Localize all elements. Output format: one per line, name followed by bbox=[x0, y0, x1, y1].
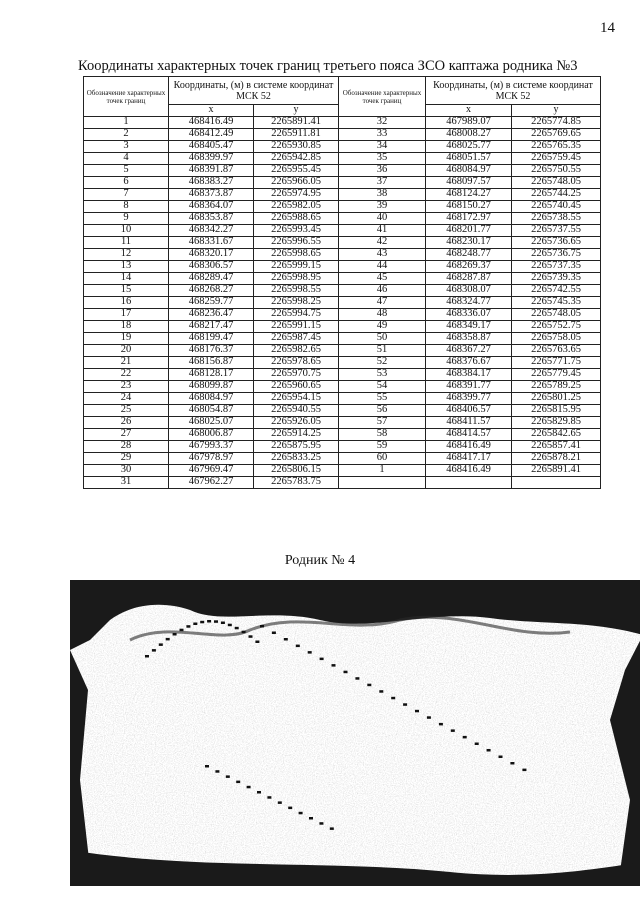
table-row bbox=[84, 465, 601, 477]
boundary-dot bbox=[309, 817, 313, 820]
boundary-dot bbox=[159, 643, 163, 646]
boundary-dot bbox=[288, 807, 292, 810]
cell-y2: 2265779.45 bbox=[512, 369, 601, 381]
cell-x1: 467962.27 bbox=[169, 477, 254, 489]
cell-n1: 13 bbox=[84, 261, 169, 273]
cell-n2: 50 bbox=[339, 333, 426, 345]
cell-x1: 467969.47 bbox=[169, 465, 254, 477]
cell-x2: 468150.27 bbox=[426, 201, 512, 213]
table-row bbox=[84, 249, 601, 261]
cell-x1: 468306.57 bbox=[169, 261, 254, 273]
boundary-dot bbox=[463, 736, 467, 739]
boundary-dot bbox=[200, 621, 204, 624]
boundary-dot bbox=[166, 638, 170, 641]
cell-y2: 2265801.25 bbox=[512, 393, 601, 405]
cell-y1: 2265955.45 bbox=[254, 165, 339, 177]
cell-y2: 2265736.65 bbox=[512, 237, 601, 249]
cell-x2: 467989.07 bbox=[426, 117, 512, 129]
cell-x2 bbox=[426, 477, 512, 489]
subtitle: Родник № 4 bbox=[284, 553, 356, 568]
cell-x1: 468405.47 bbox=[169, 141, 254, 153]
cell-y2: 2265891.41 bbox=[512, 465, 601, 477]
cell-n2: 57 bbox=[339, 417, 426, 429]
cell-x1: 468289.47 bbox=[169, 273, 254, 285]
cell-y1: 2265994.75 bbox=[254, 309, 339, 321]
cell-n1: 20 bbox=[84, 345, 169, 357]
cell-x1: 468025.07 bbox=[169, 417, 254, 429]
cell-y2: 2265815.95 bbox=[512, 405, 601, 417]
table-row bbox=[84, 213, 601, 225]
boundary-dot bbox=[439, 723, 443, 726]
cell-y2 bbox=[512, 477, 601, 489]
cell-n1: 19 bbox=[84, 333, 169, 345]
cell-y2: 2265748.05 bbox=[512, 177, 601, 189]
boundary-dot bbox=[235, 627, 239, 630]
cell-y1: 2265998.25 bbox=[254, 297, 339, 309]
cell-x1: 467993.37 bbox=[169, 441, 254, 453]
table-row bbox=[84, 381, 601, 393]
cell-x1: 468259.77 bbox=[169, 297, 254, 309]
boundary-dot bbox=[278, 801, 282, 804]
table-row bbox=[84, 357, 601, 369]
cell-n1: 18 bbox=[84, 321, 169, 333]
cell-n2: 40 bbox=[339, 213, 426, 225]
cell-x2: 468124.27 bbox=[426, 189, 512, 201]
cell-y2: 2265857.41 bbox=[512, 441, 601, 453]
cell-x2: 468324.77 bbox=[426, 297, 512, 309]
cell-x2: 468391.77 bbox=[426, 381, 512, 393]
cell-y1: 2265783.75 bbox=[254, 477, 339, 489]
cell-x1: 468006.87 bbox=[169, 429, 254, 441]
cell-y1: 2265993.45 bbox=[254, 225, 339, 237]
table-row bbox=[84, 261, 601, 273]
boundary-dot bbox=[403, 703, 407, 706]
cell-n2: 55 bbox=[339, 393, 426, 405]
cell-x1: 468373.87 bbox=[169, 189, 254, 201]
header-x-left: x bbox=[169, 105, 254, 117]
boundary-dot bbox=[249, 635, 253, 638]
table-row bbox=[84, 297, 601, 309]
boundary-dot bbox=[296, 645, 300, 648]
boundary-dot bbox=[173, 633, 177, 636]
cell-x2: 468287.87 bbox=[426, 273, 512, 285]
table-row bbox=[84, 153, 601, 165]
page-title: Координаты характерных точек границ третьего пояса ЗСО каптажа родника №3 bbox=[78, 58, 578, 74]
boundary-dot bbox=[236, 781, 240, 784]
cell-n1: 23 bbox=[84, 381, 169, 393]
boundary-dot bbox=[451, 729, 455, 732]
cell-n1: 21 bbox=[84, 357, 169, 369]
cell-x1: 468416.49 bbox=[169, 117, 254, 129]
cell-n1: 15 bbox=[84, 285, 169, 297]
cell-y1: 2265930.85 bbox=[254, 141, 339, 153]
cell-y2: 2265774.85 bbox=[512, 117, 601, 129]
boundary-dot bbox=[180, 629, 184, 632]
cell-x2: 468269.37 bbox=[426, 261, 512, 273]
cell-n1: 12 bbox=[84, 249, 169, 261]
cell-y2: 2265737.35 bbox=[512, 261, 601, 273]
cell-y1: 2265996.55 bbox=[254, 237, 339, 249]
cell-n1: 10 bbox=[84, 225, 169, 237]
cell-y2: 2265763.65 bbox=[512, 345, 601, 357]
boundary-dot bbox=[344, 671, 348, 674]
cell-x1: 468054.87 bbox=[169, 405, 254, 417]
boundary-dot bbox=[152, 649, 156, 652]
boundary-dot bbox=[355, 677, 359, 680]
cell-x2: 468308.07 bbox=[426, 285, 512, 297]
boundary-dot bbox=[299, 812, 303, 815]
cell-x2: 468230.17 bbox=[426, 237, 512, 249]
cell-n2 bbox=[339, 477, 426, 489]
cell-n2: 37 bbox=[339, 177, 426, 189]
table-row bbox=[84, 453, 601, 465]
cell-y2: 2265736.75 bbox=[512, 249, 601, 261]
cell-y1: 2265966.05 bbox=[254, 177, 339, 189]
boundary-dot bbox=[215, 770, 219, 773]
cell-y1: 2265940.55 bbox=[254, 405, 339, 417]
cell-n1: 30 bbox=[84, 465, 169, 477]
cell-n1: 11 bbox=[84, 237, 169, 249]
boundary-dot bbox=[319, 822, 323, 825]
cell-y2: 2265752.75 bbox=[512, 321, 601, 333]
cell-y2: 2265842.65 bbox=[512, 429, 601, 441]
boundary-dot bbox=[257, 791, 261, 794]
cell-x2: 468376.67 bbox=[426, 357, 512, 369]
cell-y2: 2265739.35 bbox=[512, 273, 601, 285]
cell-y1: 2265999.15 bbox=[254, 261, 339, 273]
cell-x2: 468248.77 bbox=[426, 249, 512, 261]
cell-y2: 2265771.75 bbox=[512, 357, 601, 369]
cell-x1: 468156.87 bbox=[169, 357, 254, 369]
cell-y2: 2265742.55 bbox=[512, 285, 601, 297]
cell-x2: 468097.57 bbox=[426, 177, 512, 189]
boundary-dot bbox=[330, 827, 334, 830]
cell-y1: 2265954.15 bbox=[254, 393, 339, 405]
boundary-dot bbox=[332, 664, 336, 667]
boundary-dot bbox=[499, 756, 503, 759]
cell-x1: 468236.47 bbox=[169, 309, 254, 321]
cell-x2: 468201.77 bbox=[426, 225, 512, 237]
cell-n1: 4 bbox=[84, 153, 169, 165]
header-designation-left: Обозначение характерных точек границ bbox=[84, 77, 169, 117]
boundary-dot bbox=[260, 625, 264, 628]
header-y-right: y bbox=[512, 105, 601, 117]
cell-n1: 5 bbox=[84, 165, 169, 177]
cell-y2: 2265737.55 bbox=[512, 225, 601, 237]
cell-n2: 59 bbox=[339, 441, 426, 453]
header-designation-right: Обозначение характерных точек границ bbox=[339, 77, 426, 117]
table-row bbox=[84, 177, 601, 189]
boundary-dot bbox=[284, 638, 288, 641]
cell-x1: 468084.97 bbox=[169, 393, 254, 405]
cell-n2: 34 bbox=[339, 141, 426, 153]
table-row bbox=[84, 321, 601, 333]
table-row bbox=[84, 129, 601, 141]
cell-x1: 468331.67 bbox=[169, 237, 254, 249]
boundary-dot bbox=[205, 765, 209, 768]
cell-x1: 468268.27 bbox=[169, 285, 254, 297]
boundary-dot bbox=[228, 624, 232, 627]
cell-y1: 2265998.95 bbox=[254, 273, 339, 285]
cell-n2: 56 bbox=[339, 405, 426, 417]
cell-n1: 2 bbox=[84, 129, 169, 141]
boundary-dot bbox=[247, 786, 251, 789]
cell-n1: 27 bbox=[84, 429, 169, 441]
cell-n2: 42 bbox=[339, 237, 426, 249]
cell-x1: 468391.87 bbox=[169, 165, 254, 177]
table-row bbox=[84, 441, 601, 453]
cell-x2: 468025.77 bbox=[426, 141, 512, 153]
table-row bbox=[84, 285, 601, 297]
cell-x1: 468176.37 bbox=[169, 345, 254, 357]
cell-n2: 48 bbox=[339, 309, 426, 321]
cell-x1: 468342.27 bbox=[169, 225, 254, 237]
cell-n2: 39 bbox=[339, 201, 426, 213]
cell-n2: 44 bbox=[339, 261, 426, 273]
cell-n2: 38 bbox=[339, 189, 426, 201]
cell-n2: 49 bbox=[339, 321, 426, 333]
cell-y1: 2265833.25 bbox=[254, 453, 339, 465]
cell-y1: 2265891.41 bbox=[254, 117, 339, 129]
cell-y2: 2265829.85 bbox=[512, 417, 601, 429]
table-row bbox=[84, 345, 601, 357]
cell-x1: 468412.49 bbox=[169, 129, 254, 141]
cell-n2: 53 bbox=[339, 369, 426, 381]
cell-x2: 468051.57 bbox=[426, 153, 512, 165]
cell-y1: 2265998.55 bbox=[254, 285, 339, 297]
table-row bbox=[84, 309, 601, 321]
cell-n2: 52 bbox=[339, 357, 426, 369]
boundary-dot bbox=[391, 697, 395, 700]
cell-n1: 16 bbox=[84, 297, 169, 309]
table-row bbox=[84, 141, 601, 153]
aerial-photo-image bbox=[70, 580, 640, 886]
cell-x1: 468383.27 bbox=[169, 177, 254, 189]
cell-y1: 2265911.81 bbox=[254, 129, 339, 141]
cell-y1: 2265960.65 bbox=[254, 381, 339, 393]
cell-x2: 468416.49 bbox=[426, 465, 512, 477]
table-row bbox=[84, 117, 601, 129]
cell-x1: 468199.47 bbox=[169, 333, 254, 345]
cell-x2: 468084.97 bbox=[426, 165, 512, 177]
cell-x1: 468399.97 bbox=[169, 153, 254, 165]
table-row bbox=[84, 477, 601, 489]
cell-n2: 35 bbox=[339, 153, 426, 165]
table-row bbox=[84, 165, 601, 177]
cell-y1: 2265942.85 bbox=[254, 153, 339, 165]
cell-n2: 32 bbox=[339, 117, 426, 129]
cell-n1: 14 bbox=[84, 273, 169, 285]
cell-x2: 468349.17 bbox=[426, 321, 512, 333]
cell-x2: 468367.27 bbox=[426, 345, 512, 357]
cell-x2: 468414.57 bbox=[426, 429, 512, 441]
cell-n2: 58 bbox=[339, 429, 426, 441]
cell-n2: 43 bbox=[339, 249, 426, 261]
table-row bbox=[84, 201, 601, 213]
cell-n2: 51 bbox=[339, 345, 426, 357]
cell-x2: 468399.77 bbox=[426, 393, 512, 405]
cell-x1: 468320.17 bbox=[169, 249, 254, 261]
boundary-dot bbox=[427, 716, 431, 719]
cell-y1: 2265982.65 bbox=[254, 345, 339, 357]
cell-n1: 26 bbox=[84, 417, 169, 429]
cell-n1: 24 bbox=[84, 393, 169, 405]
cell-x1: 468353.87 bbox=[169, 213, 254, 225]
cell-n2: 1 bbox=[339, 465, 426, 477]
header-x-right: x bbox=[426, 105, 512, 117]
cell-n1: 8 bbox=[84, 201, 169, 213]
cell-y2: 2265748.05 bbox=[512, 309, 601, 321]
cell-y2: 2265765.35 bbox=[512, 141, 601, 153]
cell-x1: 468128.17 bbox=[169, 369, 254, 381]
cell-n1: 17 bbox=[84, 309, 169, 321]
table-row bbox=[84, 417, 601, 429]
cell-n1: 9 bbox=[84, 213, 169, 225]
cell-y1: 2265991.15 bbox=[254, 321, 339, 333]
aerial-photo bbox=[70, 580, 640, 886]
header-coords-right: Координаты, (м) в системе координат МСК 52 bbox=[426, 77, 601, 105]
boundary-dot bbox=[475, 743, 479, 746]
table-row bbox=[84, 369, 601, 381]
cell-y2: 2265758.05 bbox=[512, 333, 601, 345]
cell-x1: 467978.97 bbox=[169, 453, 254, 465]
boundary-dot bbox=[379, 690, 383, 693]
boundary-dot bbox=[255, 641, 259, 644]
cell-x2: 468358.87 bbox=[426, 333, 512, 345]
cell-y1: 2265970.75 bbox=[254, 369, 339, 381]
cell-n1: 7 bbox=[84, 189, 169, 201]
cell-y1: 2265978.65 bbox=[254, 357, 339, 369]
cell-x2: 468384.17 bbox=[426, 369, 512, 381]
cell-y2: 2265769.65 bbox=[512, 129, 601, 141]
table-row bbox=[84, 429, 601, 441]
cell-n1: 6 bbox=[84, 177, 169, 189]
cell-n1: 22 bbox=[84, 369, 169, 381]
cell-n2: 45 bbox=[339, 273, 426, 285]
cell-x2: 468416.49 bbox=[426, 441, 512, 453]
table-row bbox=[84, 189, 601, 201]
boundary-dot bbox=[145, 655, 149, 658]
cell-x1: 468099.87 bbox=[169, 381, 254, 393]
cell-y1: 2265987.45 bbox=[254, 333, 339, 345]
boundary-dot bbox=[272, 632, 276, 635]
boundary-dot bbox=[226, 775, 230, 778]
table-row bbox=[84, 405, 601, 417]
boundary-dot bbox=[510, 762, 514, 765]
cell-n1: 29 bbox=[84, 453, 169, 465]
cell-y2: 2265744.25 bbox=[512, 189, 601, 201]
cell-n1: 28 bbox=[84, 441, 169, 453]
cell-x2: 468172.97 bbox=[426, 213, 512, 225]
cell-y1: 2265998.65 bbox=[254, 249, 339, 261]
cell-n2: 41 bbox=[339, 225, 426, 237]
cell-y2: 2265740.45 bbox=[512, 201, 601, 213]
cell-y2: 2265759.45 bbox=[512, 153, 601, 165]
cell-n2: 33 bbox=[339, 129, 426, 141]
cell-x2: 468336.07 bbox=[426, 309, 512, 321]
cell-y2: 2265745.35 bbox=[512, 297, 601, 309]
cell-y1: 2265988.65 bbox=[254, 213, 339, 225]
cell-n2: 60 bbox=[339, 453, 426, 465]
cell-y1: 2265914.25 bbox=[254, 429, 339, 441]
cell-n1: 25 bbox=[84, 405, 169, 417]
cell-y1: 2265974.95 bbox=[254, 189, 339, 201]
table-row bbox=[84, 225, 601, 237]
boundary-dot bbox=[367, 684, 371, 687]
cell-n1: 3 bbox=[84, 141, 169, 153]
cell-n2: 36 bbox=[339, 165, 426, 177]
cell-x1: 468217.47 bbox=[169, 321, 254, 333]
cell-n1: 31 bbox=[84, 477, 169, 489]
cell-n2: 47 bbox=[339, 297, 426, 309]
cell-n2: 54 bbox=[339, 381, 426, 393]
cell-y1: 2265875.95 bbox=[254, 441, 339, 453]
boundary-dot bbox=[415, 710, 419, 713]
cell-y1: 2265982.05 bbox=[254, 201, 339, 213]
header-coords-left: Координаты, (м) в системе координат МСК 52 bbox=[169, 77, 339, 105]
cell-x2: 468008.27 bbox=[426, 129, 512, 141]
boundary-dot bbox=[522, 769, 526, 772]
boundary-dot bbox=[207, 620, 211, 623]
cell-y1: 2265926.05 bbox=[254, 417, 339, 429]
boundary-dot bbox=[214, 620, 218, 623]
boundary-dot bbox=[221, 622, 225, 625]
cell-n1: 1 bbox=[84, 117, 169, 129]
boundary-dot bbox=[487, 749, 491, 752]
cell-x2: 468406.57 bbox=[426, 405, 512, 417]
boundary-dot bbox=[193, 623, 197, 626]
boundary-dot bbox=[186, 625, 190, 628]
cell-y2: 2265738.55 bbox=[512, 213, 601, 225]
cell-n2: 46 bbox=[339, 285, 426, 297]
table-row bbox=[84, 273, 601, 285]
cell-y2: 2265750.55 bbox=[512, 165, 601, 177]
table-row bbox=[84, 393, 601, 405]
cell-x1: 468364.07 bbox=[169, 201, 254, 213]
cell-y1: 2265806.15 bbox=[254, 465, 339, 477]
coordinates-table bbox=[83, 76, 601, 489]
boundary-dot bbox=[242, 631, 246, 634]
cell-y2: 2265789.25 bbox=[512, 381, 601, 393]
table-row bbox=[84, 237, 601, 249]
cell-x2: 468417.17 bbox=[426, 453, 512, 465]
cell-y2: 2265878.21 bbox=[512, 453, 601, 465]
boundary-dot bbox=[308, 651, 312, 654]
boundary-dot bbox=[320, 658, 324, 661]
cell-x2: 468411.57 bbox=[426, 417, 512, 429]
table-body bbox=[84, 117, 601, 489]
table-row bbox=[84, 333, 601, 345]
boundary-dot bbox=[267, 796, 271, 799]
header-y-left: y bbox=[254, 105, 339, 117]
page-number: 14 bbox=[600, 20, 615, 36]
